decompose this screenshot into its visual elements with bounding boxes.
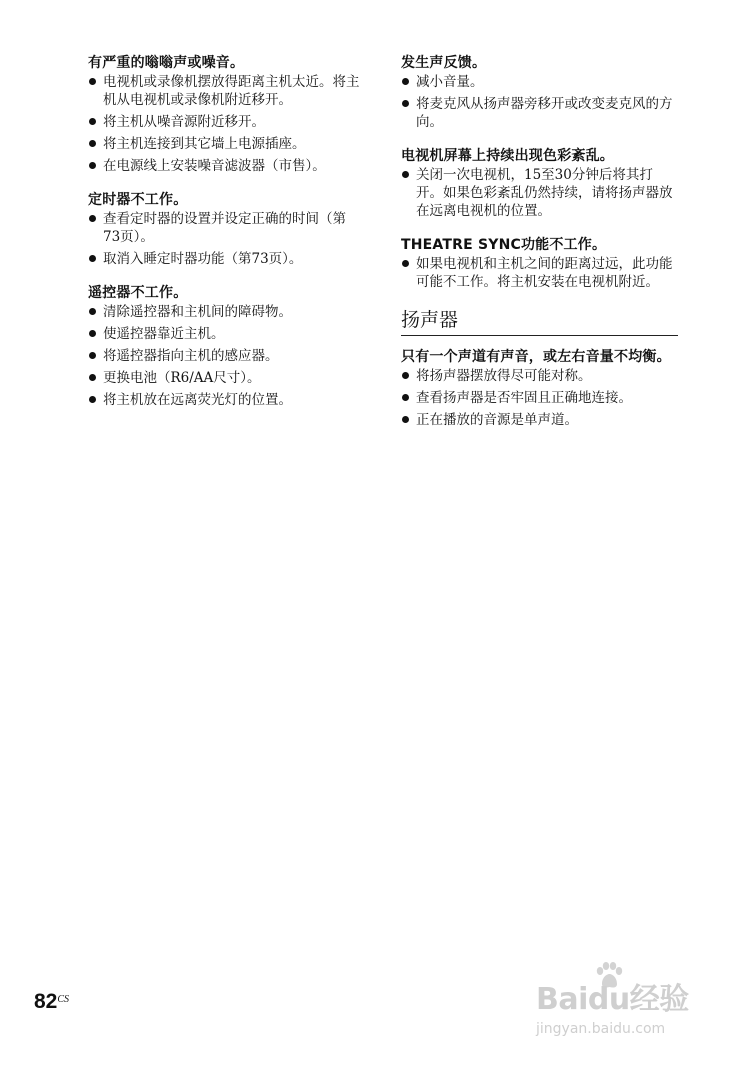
bullet-icon	[89, 215, 96, 222]
troubleshooting-section	[401, 348, 678, 429]
remedy-list	[88, 210, 360, 268]
speaker-heading-block	[401, 307, 678, 336]
remedy-text: 电视机或录像机摆放得距离主机太近。将主机从电视机或录像机附近移开。	[103, 74, 360, 108]
section-title: 遥控器不工作。	[88, 285, 188, 301]
remedy-item	[401, 389, 678, 407]
remedy-list	[88, 73, 360, 175]
remedy-item	[88, 325, 360, 343]
remedy-item	[401, 411, 678, 429]
remedy-item	[401, 73, 678, 91]
baidu-watermark	[536, 962, 736, 1052]
troubleshooting-section	[401, 54, 678, 131]
page-number	[34, 990, 69, 1014]
bullet-icon	[402, 372, 409, 379]
remedy-text: 将扬声器摆放得尽可能对称。	[416, 368, 592, 384]
right-sections	[401, 54, 678, 291]
troubleshooting-section	[88, 191, 360, 268]
remedy-item	[401, 166, 678, 220]
remedy-item	[88, 391, 360, 409]
bullet-icon	[402, 171, 409, 178]
section-title: THEATRE SYNC功能不工作。	[401, 237, 607, 253]
bullet-icon	[89, 255, 96, 262]
watermark-url: jingyan.baidu.com	[536, 1021, 666, 1037]
bullet-icon	[402, 394, 409, 401]
remedy-text: 关闭一次电视机，15至30分钟后将其打开。如果色彩紊乱仍然持续，请将扬声器放在远离电视机的位置。	[416, 167, 673, 219]
watermark-brand: Baidu经验	[536, 982, 689, 1017]
remedy-text: 查看定时器的设置并设定正确的时间（第73页）。	[103, 211, 346, 245]
section-title: 电视机屏幕上持续出现色彩紊乱。	[401, 148, 614, 164]
remedy-text: 减小音量。	[416, 74, 484, 90]
remedy-item	[88, 210, 360, 246]
remedy-item	[88, 135, 360, 153]
remedy-text: 清除遥控器和主机间的障碍物。	[103, 304, 292, 320]
bullet-icon	[89, 118, 96, 125]
remedy-text: 取消入睡定时器功能（第73页）。	[103, 251, 303, 267]
remedy-text: 在电源线上安装噪音滤波器（市售）。	[103, 158, 326, 174]
remedy-item	[88, 303, 360, 321]
page-number-value: 82	[34, 990, 58, 1013]
right-column	[401, 54, 678, 445]
troubleshooting-section	[401, 147, 678, 220]
remedy-text: 使遥控器靠近主机。	[103, 326, 225, 342]
remedy-text: 将主机放在远离荧光灯的位置。	[103, 392, 292, 408]
remedy-text: 查看扬声器是否牢固且正确地连接。	[416, 390, 632, 406]
left-column	[88, 54, 360, 425]
section-title: 发生声反馈。	[401, 55, 487, 71]
bullet-icon	[89, 78, 96, 85]
remedy-list	[401, 73, 678, 131]
bullet-icon	[89, 330, 96, 337]
remedy-item	[88, 250, 360, 268]
bullet-icon	[89, 308, 96, 315]
bullet-icon	[89, 162, 96, 169]
troubleshooting-section	[88, 284, 360, 409]
section-title: 有严重的嗡嗡声或噪音。	[88, 55, 245, 71]
remedy-list	[401, 166, 678, 220]
remedy-item	[401, 367, 678, 385]
remedy-text: 更换电池（R6/AA尺寸）。	[103, 370, 261, 386]
remedy-text: 正在播放的音源是单声道。	[416, 412, 578, 428]
bullet-icon	[89, 396, 96, 403]
troubleshooting-section	[88, 54, 360, 175]
remedy-text: 将麦克风从扬声器旁移开或改变麦克风的方向。	[416, 96, 673, 130]
bullet-icon	[402, 260, 409, 267]
remedy-text: 将主机连接到其它墙上电源插座。	[103, 136, 306, 152]
remedy-item	[401, 255, 678, 291]
troubleshooting-section	[401, 236, 678, 291]
remedy-item	[88, 113, 360, 131]
section-title: 只有一个声道有声音，或左右音量不均衡。	[401, 349, 671, 365]
remedy-item	[88, 157, 360, 175]
remedy-item	[88, 369, 360, 387]
bullet-icon	[402, 416, 409, 423]
bullet-icon	[89, 140, 96, 147]
speaker-sections	[401, 348, 678, 429]
bullet-icon	[402, 78, 409, 85]
page-number-suffix: CS	[57, 994, 70, 1005]
remedy-text: 将主机从噪音源附近移开。	[103, 114, 265, 130]
remedy-item	[401, 95, 678, 131]
section-heading-speakers: 扬声器	[401, 307, 678, 336]
remedy-text: 将遥控器指向主机的感应器。	[103, 348, 279, 364]
bullet-icon	[89, 352, 96, 359]
section-title: 定时器不工作。	[88, 192, 188, 208]
bullet-icon	[402, 100, 409, 107]
remedy-list	[401, 367, 678, 429]
remedy-list	[401, 255, 678, 291]
remedy-list	[88, 303, 360, 409]
remedy-item	[88, 347, 360, 365]
remedy-item	[88, 73, 360, 109]
remedy-text: 如果电视机和主机之间的距离过远，此功能可能不工作。将主机安装在电视机附近。	[416, 256, 673, 290]
bullet-icon	[89, 374, 96, 381]
